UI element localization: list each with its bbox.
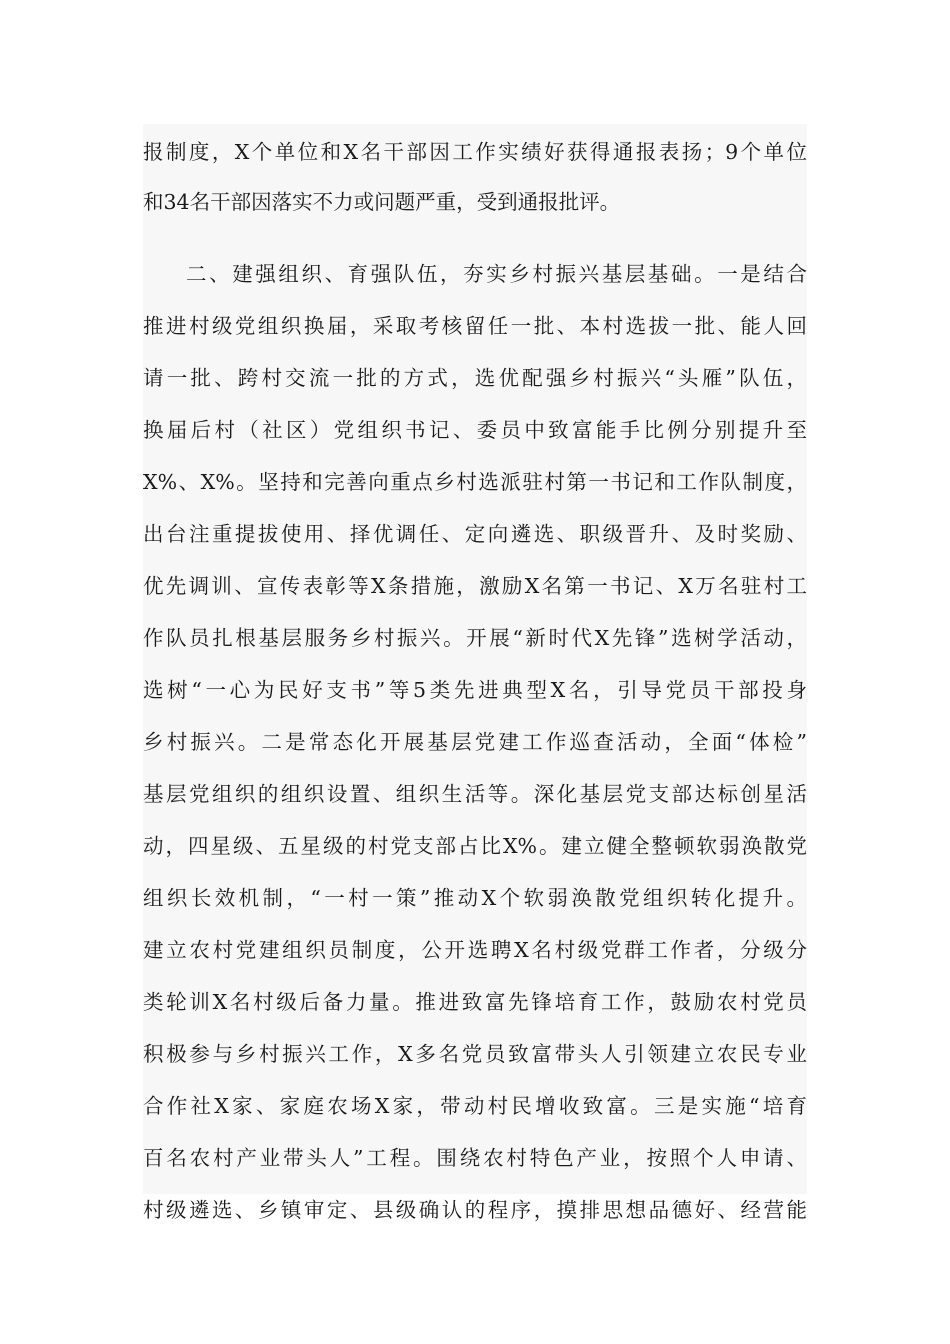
text-line: 乡村振兴。二是常态化开展基层党建工作巡查活动，全面“体检” bbox=[143, 730, 807, 754]
text-line: 选树“一心为民好支书”等5类先进典型X名，引导党员干部投身 bbox=[143, 678, 807, 702]
text-line: 报制度，X个单位和X名干部因工作实绩好获得通报表扬；9个单位 bbox=[143, 140, 807, 164]
text-line: 动，四星级、五星级的村党支部占比X%。建立健全整顿软弱涣散党 bbox=[143, 834, 807, 858]
text-line: 百名农村产业带头人”工程。围绕农村特色产业，按照个人申请、 bbox=[143, 1146, 807, 1170]
text-line: 作队员扎根基层服务乡村振兴。开展“新时代X先锋”选树学活动， bbox=[143, 626, 807, 650]
text-line: X%、X%。坚持和完善向重点乡村选派驻村第一书记和工作队制度， bbox=[143, 470, 807, 494]
text-line: 基层党组织的组织设置、组织生活等。深化基层党支部达标创星活 bbox=[143, 782, 807, 806]
text-line: 合作社X家、家庭农场X家，带动村民增收致富。三是实施“培育 bbox=[143, 1094, 807, 1118]
text-line: 村级遴选、乡镇审定、县级确认的程序，摸排思想品德好、经营能 bbox=[143, 1198, 807, 1222]
text-line: 请一批、跨村交流一批的方式，选优配强乡村振兴“头雁”队伍， bbox=[143, 366, 807, 390]
text-line: 出台注重提拔使用、择优调任、定向遴选、职级晋升、及时奖励、 bbox=[143, 522, 807, 546]
text-line: 优先调训、宣传表彰等X条措施，激励X名第一书记、X万名驻村工 bbox=[143, 574, 807, 598]
text-line: 二、建强组织、育强队伍，夯实乡村振兴基层基础。一是结合 bbox=[186, 262, 807, 286]
text-line: 建立农村党建组织员制度，公开选聘X名村级党群工作者，分级分 bbox=[143, 938, 807, 962]
text-line: 换届后村（社区）党组织书记、委员中致富能手比例分别提升至 bbox=[143, 418, 807, 442]
text-line: 积极参与乡村振兴工作，X多名党员致富带头人引领建立农民专业 bbox=[143, 1042, 807, 1066]
document-body bbox=[143, 124, 807, 1222]
text-line: 和34名干部因落实不力或问题严重，受到通报批评。 bbox=[143, 190, 621, 214]
text-line: 推进村级党组织换届，采取考核留任一批、本村选拔一批、能人回 bbox=[143, 314, 807, 338]
text-line: 类轮训X名村级后备力量。推进致富先锋培育工作，鼓励农村党员 bbox=[143, 990, 807, 1014]
text-line: 组织长效机制，“一村一策”推动X个软弱涣散党组织转化提升。 bbox=[143, 886, 807, 910]
